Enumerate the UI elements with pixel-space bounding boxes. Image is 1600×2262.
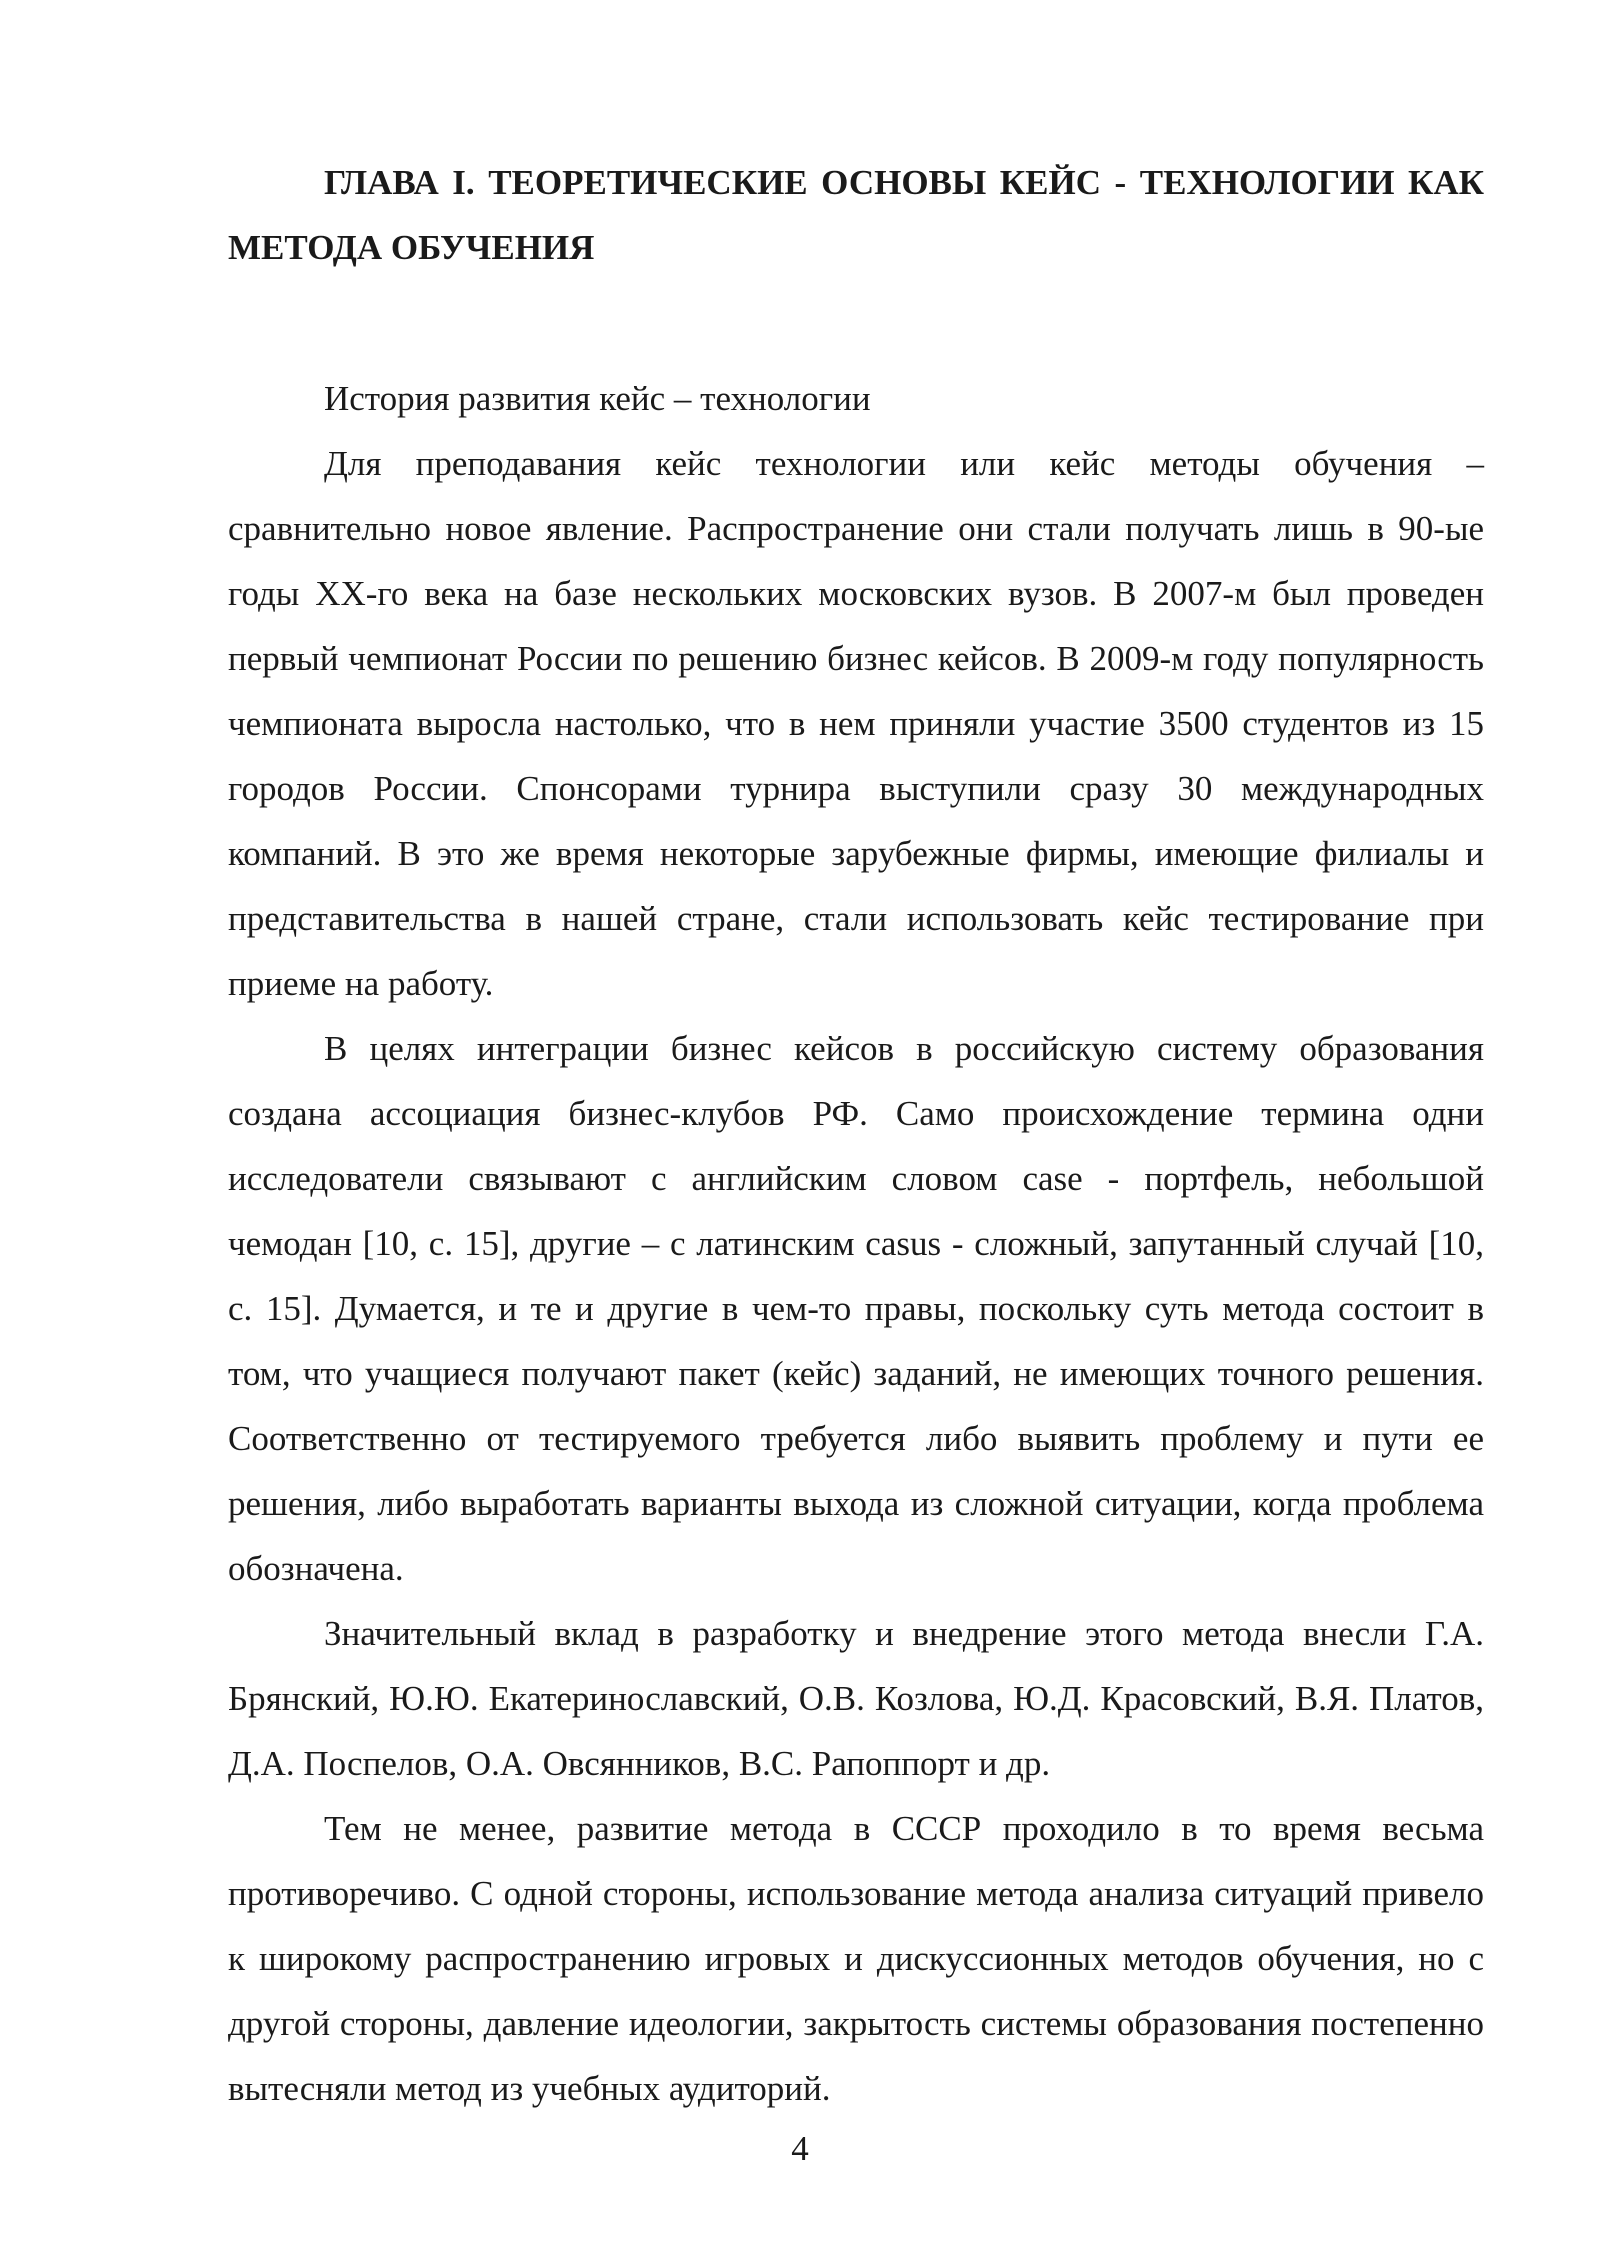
chapter-title: ГЛАВА I. ТЕОРЕТИЧЕСКИЕ ОСНОВЫ КЕЙС - ТЕХНОЛОГИИ КАК МЕТОДА ОБУЧЕНИЯ (228, 163, 1484, 267)
paragraph-history: Для преподавания кейс технологии или кейс методы обучения – сравнительно новое явление. Распространение они стали получать лишь в 90-ые годы XX-го века на базе нескольких московских вузов. В 2007-м был проведен первый чемпионат России по решению бизнес кейсов. В 2009-м году популярность чемпионата выросла настолько, что в нем приняли участие 3500 студентов из 15 городов России. Спонсорами турнира выступили сразу 30 международных компаний. В это же время некоторые зарубежные фирмы, имеющие филиалы и представительства в нашей стране, стали использовать кейс тестирование при приеме на работу. (228, 444, 1484, 1003)
paragraph-ussr-development: Тем не менее, развитие метода в СССР проходило в то время весьма противоречиво. С одной стороны, использование метода анализа ситуаций привело к широкому распространению игровых и дискуссионных методов обучения, но с другой стороны, давление идеологии, закрытость системы образования постепенно вытесняли метод из учебных аудиторий. (228, 1809, 1484, 2108)
page-number: 4 (791, 2129, 809, 2168)
section-heading: История развития кейс – технологии (324, 379, 871, 418)
paragraph-contributors: Значительный вклад в разработку и внедрение этого метода внесли Г.А. Брянский, Ю.Ю. Екатеринославский, О.В. Козлова, Ю.Д. Красовский, В.Я. Платов, Д.А. Поспелов, О.А. Овсянников, В.С. Рапоппорт и др. (228, 1614, 1484, 1783)
paragraph-term-origin: В целях интеграции бизнес кейсов в российскую систему образования создана ассоциация бизнес-клубов РФ. Само происхождение термина одни исследователи связывают с английским словом case - портфель, небольшой чемодан [10, с. 15], другие – с латинским casus - сложный, запутанный случай [10, с. 15]. Думается, и те и другие в чем-то правы, поскольку суть метода состоит в том, что учащиеся получают пакет (кейс) заданий, не имеющих точного решения. Соответственно от тестируемого требуется либо выявить проблему и пути ее решения, либо выработать варианты выхода из сложной ситуации, когда проблема обозначена. (228, 1029, 1484, 1588)
page-content (228, 150, 1484, 2121)
